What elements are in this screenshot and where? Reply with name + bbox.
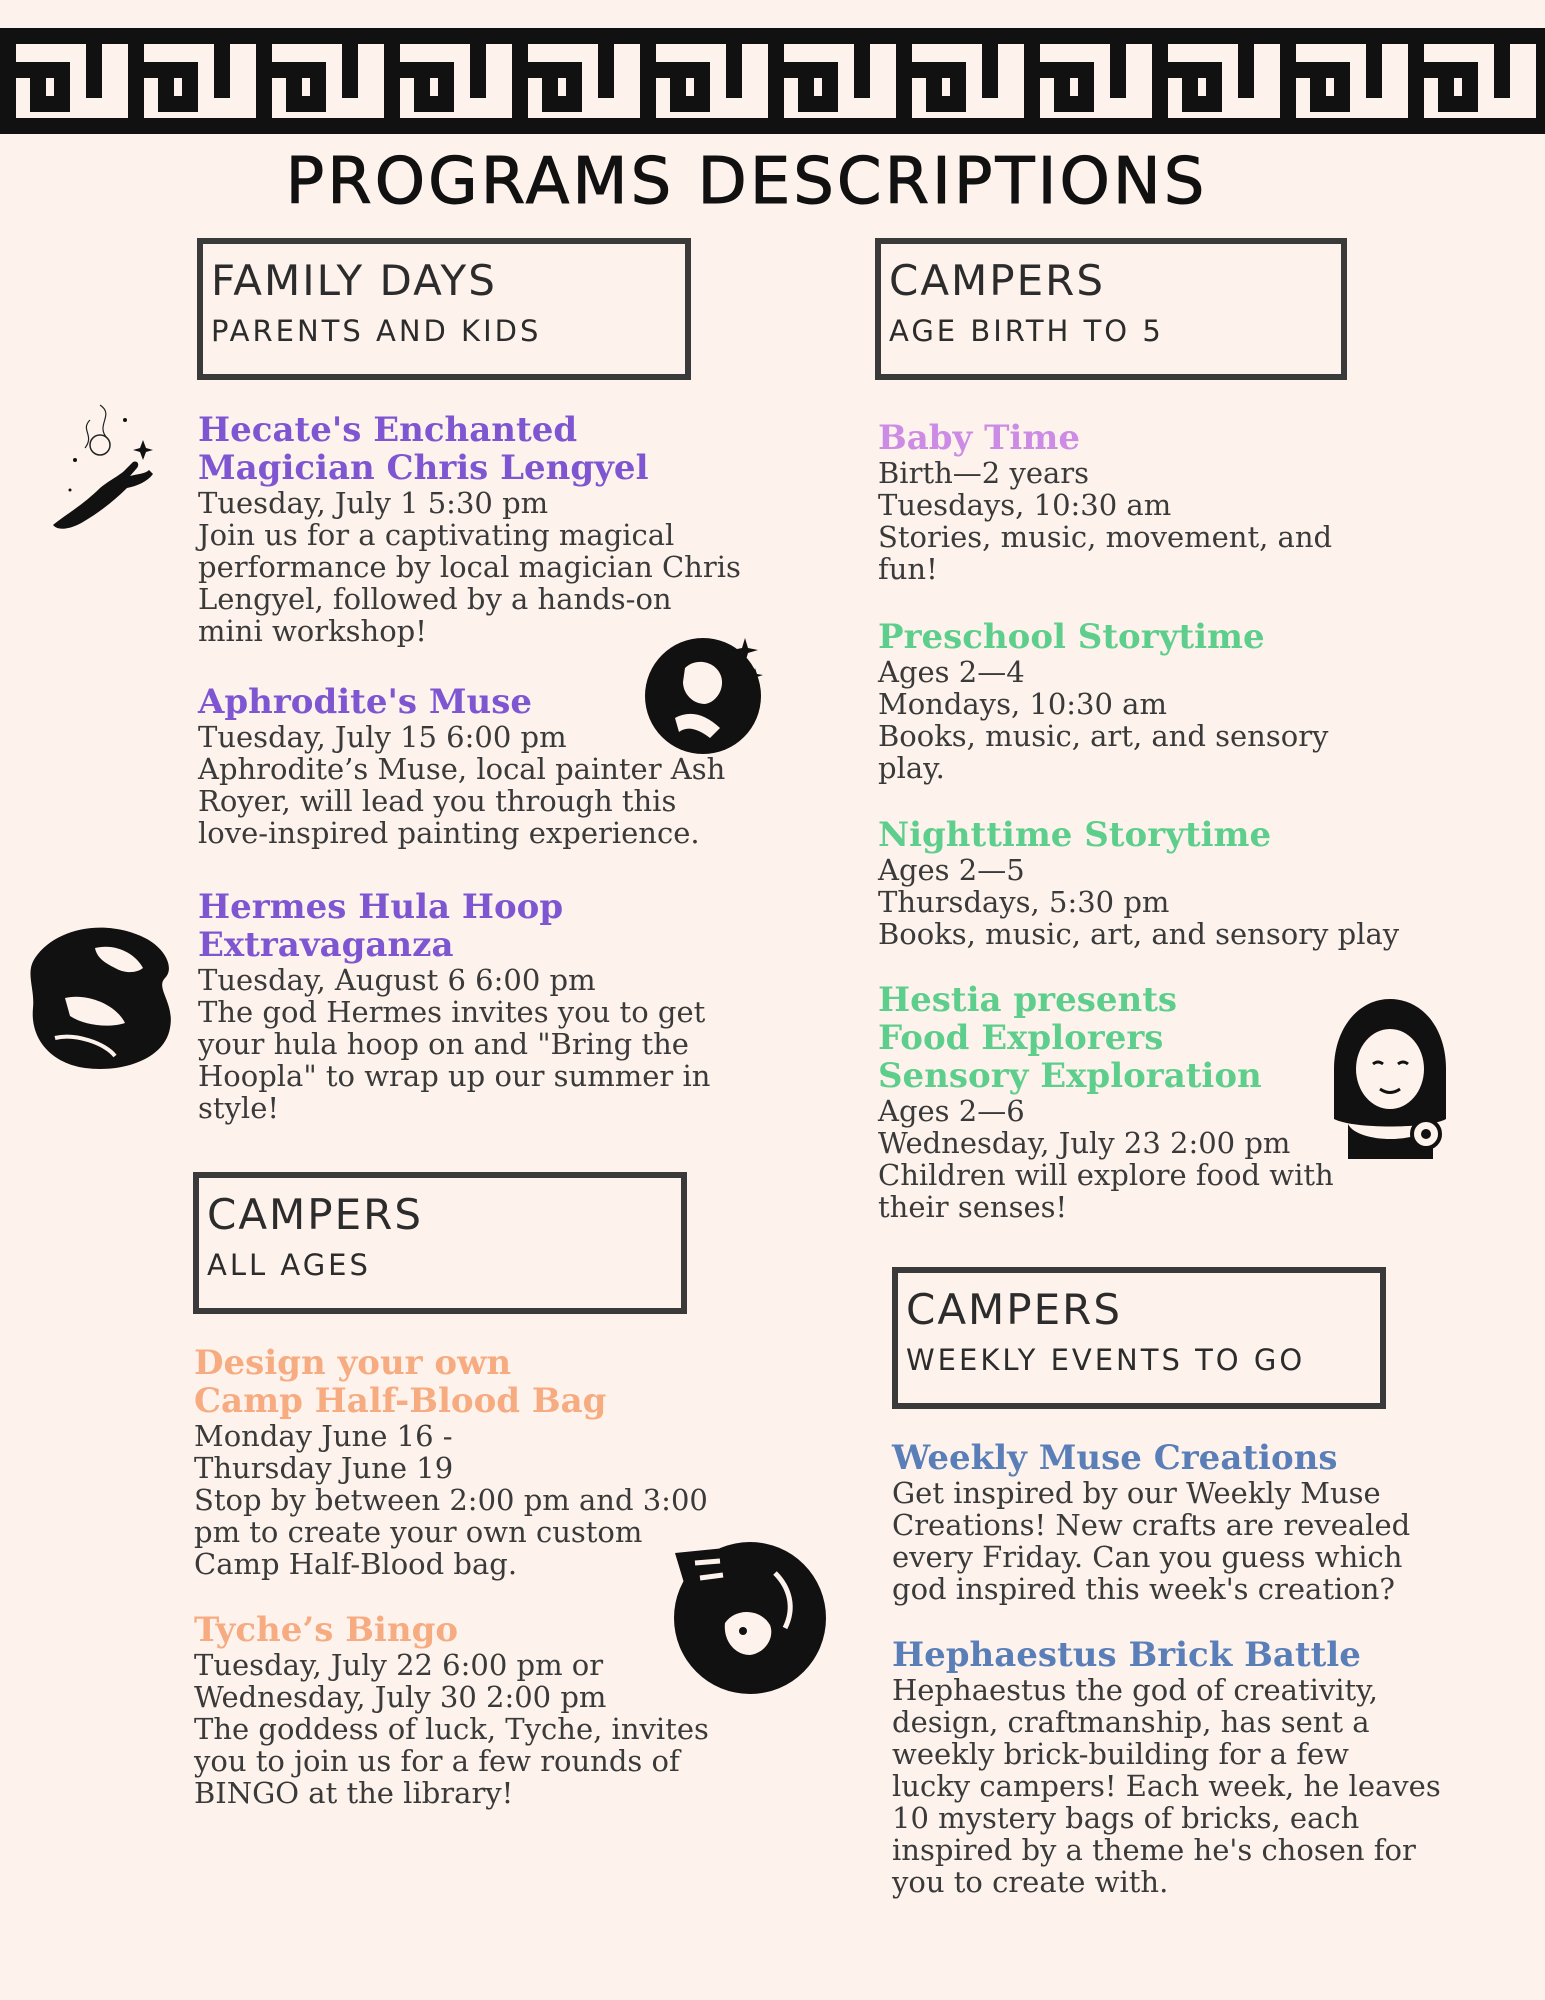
event-desc: Royer, will lead you through this	[198, 784, 677, 818]
event-nighttime-storytime	[878, 816, 1399, 950]
hermes-icon	[25, 918, 180, 1078]
event-title: Nighttime Storytime	[878, 815, 1272, 855]
event-weekly-muse	[892, 1439, 1410, 1605]
event-desc: The goddess of luck, Tyche, invites	[194, 1712, 709, 1746]
event-date: Wednesday, July 23 2:00 pm	[878, 1126, 1291, 1160]
event-desc: pm to create your own custom	[194, 1515, 643, 1549]
event-desc: Stories, music, movement, and	[878, 520, 1333, 554]
event-desc: BINGO at the library!	[194, 1776, 514, 1810]
event-date: Monday June 16 -	[194, 1419, 453, 1453]
event-date: Mondays, 10:30 am	[878, 687, 1167, 721]
event-title: Sensory Exploration	[878, 1056, 1262, 1096]
event-desc: every Friday. Can you guess which	[892, 1540, 1403, 1574]
event-date: Tuesday, August 6 6:00 pm	[198, 963, 596, 997]
event-ages: Ages 2—5	[878, 853, 1025, 887]
event-hecate	[198, 411, 741, 647]
event-preschool-storytime	[878, 618, 1328, 784]
event-desc: Lengyel, followed by a hands-on	[198, 582, 672, 616]
section-title: CAMPERS	[889, 256, 1106, 305]
event-desc: you to create with.	[892, 1865, 1169, 1899]
event-desc: weekly brick-building for a few	[892, 1737, 1349, 1771]
event-desc: Camp Half-Blood bag.	[194, 1547, 518, 1581]
event-date: Tuesdays, 10:30 am	[878, 488, 1172, 522]
section-subtitle: AGE BIRTH TO 5	[889, 314, 1164, 348]
event-desc: inspired by a theme he's chosen for	[892, 1833, 1416, 1867]
event-desc: Books, music, art, and sensory play	[878, 917, 1400, 951]
page-title: PROGRAMS DESCRIPTIONS	[285, 145, 1208, 219]
event-tyche-bingo	[194, 1611, 709, 1809]
hestia-icon	[1328, 994, 1453, 1164]
event-ages: Ages 2—4	[878, 655, 1025, 689]
event-desc: your hula hoop on and "Bring the	[198, 1027, 689, 1061]
event-desc: Get inspired by our Weekly Muse	[892, 1476, 1381, 1510]
section-subtitle: WEEKLY EVENTS TO GO	[906, 1343, 1306, 1377]
event-desc: their senses!	[878, 1190, 1068, 1224]
section-campers-all-ages	[193, 1172, 687, 1314]
section-campers-birth5	[875, 238, 1347, 380]
event-desc: Hephaestus the god of creativity,	[892, 1673, 1378, 1707]
event-date: Tuesday, July 22 6:00 pm or	[194, 1648, 604, 1682]
event-desc: style!	[198, 1091, 280, 1125]
event-title: Weekly Muse Creations	[892, 1438, 1338, 1478]
section-title: CAMPERS	[906, 1285, 1123, 1334]
event-desc: lucky campers! Each week, he leaves	[892, 1769, 1441, 1803]
event-desc: fun!	[878, 552, 938, 586]
event-title: Tyche’s Bingo	[194, 1610, 459, 1650]
event-date: Thursdays, 5:30 pm	[878, 885, 1170, 919]
event-title: Camp Half-Blood Bag	[194, 1381, 607, 1421]
event-title: Design your own	[194, 1343, 512, 1383]
section-campers-weekly	[892, 1267, 1386, 1409]
event-desc: god inspired this week's creation?	[892, 1572, 1395, 1606]
magic-hand-icon	[45, 390, 155, 540]
event-desc: mini workshop!	[198, 614, 427, 648]
event-hermes	[198, 888, 710, 1124]
event-desc: Books, music, art, and sensory	[878, 719, 1329, 753]
event-title: Hermes Hula Hoop	[198, 887, 564, 927]
greek-key-border	[0, 0, 1545, 140]
tyche-icon	[665, 1533, 830, 1698]
section-title: FAMILY DAYS	[211, 256, 497, 305]
aphrodite-icon	[635, 628, 775, 758]
event-title: Hecate's Enchanted	[198, 410, 578, 450]
event-hephaestus	[892, 1636, 1441, 1898]
event-desc: design, craftmanship, has sent a	[892, 1705, 1370, 1739]
event-ages: Ages 2—6	[878, 1094, 1025, 1128]
event-desc: play.	[878, 751, 945, 785]
event-date: Thursday June 19	[194, 1451, 454, 1485]
event-date: Tuesday, July 1 5:30 pm	[198, 486, 549, 520]
event-desc: Children will explore food with	[878, 1158, 1334, 1192]
event-desc: Hoopla" to wrap up our summer in	[198, 1059, 711, 1093]
event-desc: Creations! New crafts are revealed	[892, 1508, 1411, 1542]
section-title: CAMPERS	[207, 1190, 424, 1239]
event-title: Magician Chris Lengyel	[198, 448, 649, 488]
event-desc: Aphrodite’s Muse, local painter Ash	[198, 752, 726, 786]
event-hestia	[878, 981, 1334, 1223]
event-title: Aphrodite's Muse	[198, 682, 533, 722]
event-baby-time	[878, 419, 1332, 585]
event-title: Hephaestus Brick Battle	[892, 1635, 1361, 1675]
event-desc: 10 mystery bags of bricks, each	[892, 1801, 1360, 1835]
event-title: Food Explorers	[878, 1018, 1164, 1058]
event-desc: you to join us for a few rounds of	[194, 1744, 680, 1778]
event-title: Extravaganza	[198, 925, 454, 965]
event-title: Baby Time	[878, 418, 1080, 458]
section-subtitle: ALL AGES	[207, 1248, 371, 1282]
section-subtitle: PARENTS AND KIDS	[211, 314, 542, 348]
event-camp-bag	[194, 1344, 708, 1580]
event-desc: performance by local magician Chris	[198, 550, 741, 584]
event-desc: love-inspired painting experience.	[198, 816, 700, 850]
event-desc: Join us for a captivating magical	[198, 518, 675, 552]
event-date: Tuesday, July 15 6:00 pm	[198, 720, 567, 754]
event-desc: The god Hermes invites you to get	[198, 995, 706, 1029]
event-ages: Birth—2 years	[878, 456, 1090, 490]
event-title: Hestia presents	[878, 980, 1178, 1020]
event-title: Preschool Storytime	[878, 617, 1265, 657]
section-family-days	[197, 238, 691, 380]
event-desc: Stop by between 2:00 pm and 3:00	[194, 1483, 708, 1517]
event-date: Wednesday, July 30 2:00 pm	[194, 1680, 607, 1714]
